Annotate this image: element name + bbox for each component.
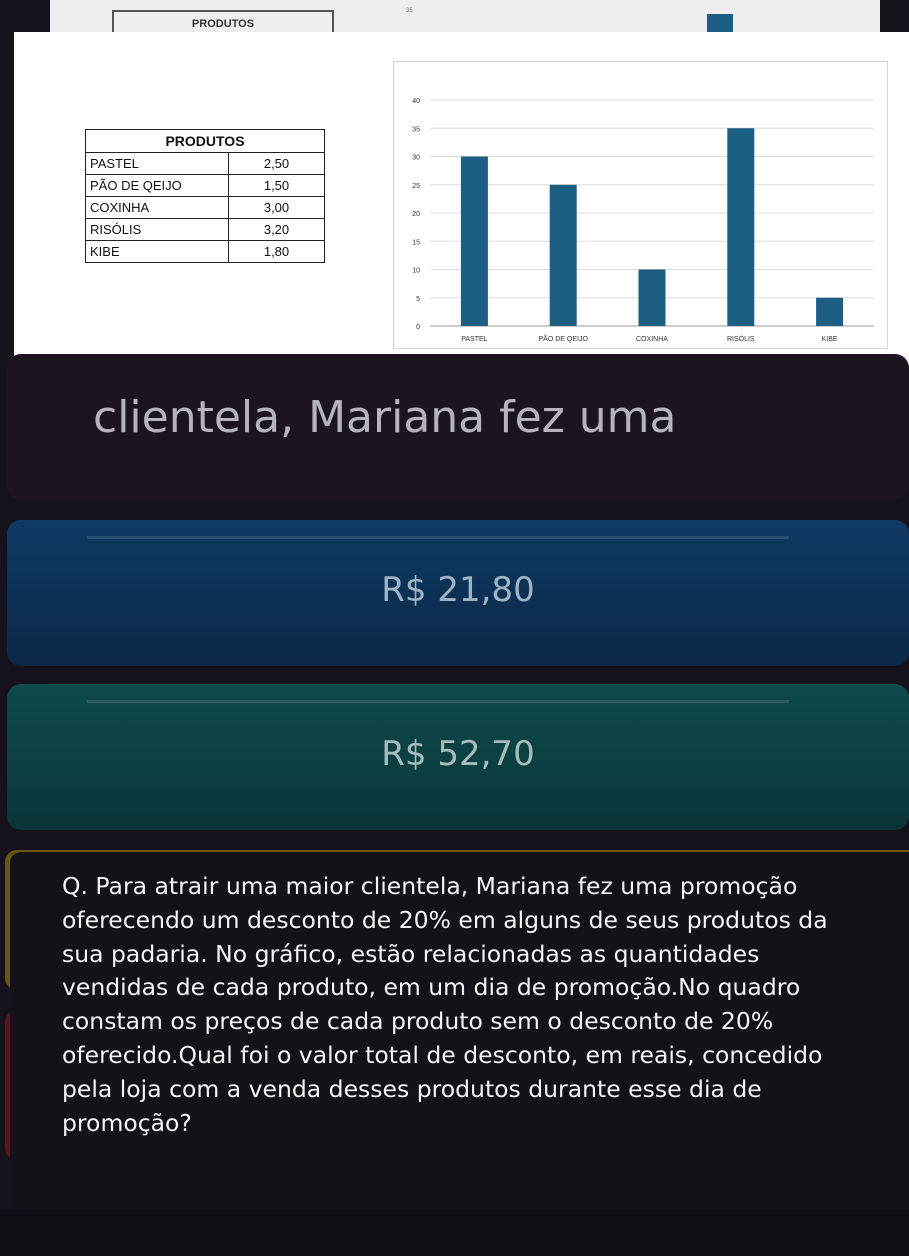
y-tick-label: 25: [412, 182, 420, 190]
x-tick-label: KIBE: [821, 336, 838, 343]
bar-pastel: [461, 157, 488, 327]
table-row: [86, 175, 325, 197]
price-table: [85, 129, 325, 263]
top-strip-bar: [707, 14, 733, 32]
product-price: 3,00: [229, 197, 325, 219]
divider: [87, 536, 789, 539]
product-price: 3,20: [229, 219, 325, 241]
bar-risólis: [727, 128, 754, 326]
product-price: 1,80: [229, 241, 325, 263]
product-name: KIBE: [86, 241, 229, 263]
background-question-text: clientela, Mariana fez uma: [93, 392, 677, 443]
y-tick-label: 10: [412, 267, 420, 275]
top-strip-tick: 35: [406, 8, 413, 14]
chart-svg: [394, 62, 889, 350]
table-row: [86, 197, 325, 219]
product-name: PASTEL: [86, 153, 229, 175]
table-row: [86, 153, 325, 175]
y-tick-label: 40: [412, 98, 420, 105]
product-name: COXINHA: [86, 197, 229, 219]
divider: [87, 700, 789, 703]
answer-label: R$ 52,70: [381, 734, 535, 774]
product-name: PÃO DE QEIJO: [86, 175, 229, 197]
bar-kibe: [816, 298, 843, 326]
table-row: [86, 219, 325, 241]
top-strip-label: PRODUTOS: [112, 10, 334, 32]
bottom-strip: [0, 1210, 909, 1256]
y-tick-label: 15: [412, 239, 420, 247]
y-tick-label: 0: [416, 324, 420, 331]
answer-option-1[interactable]: [7, 520, 909, 666]
question-image: [14, 32, 909, 373]
table-row: [86, 241, 325, 263]
product-price: 1,50: [229, 175, 325, 197]
bar-pão-de-qeijo: [550, 185, 577, 326]
bar-coxinha: [639, 270, 666, 327]
x-tick-label: RISÓLIS: [726, 336, 755, 343]
question-panel: [10, 850, 909, 1210]
x-tick-label: PÃO DE QEIJO: [538, 336, 588, 343]
background-card: [7, 354, 909, 500]
top-image-strip: [50, 0, 880, 32]
y-tick-label: 5: [416, 295, 420, 303]
answer-label: R$ 21,80: [381, 570, 535, 610]
x-tick-label: PASTEL: [461, 336, 488, 343]
price-table-header: PRODUTOS: [86, 130, 325, 153]
product-name: RISÓLIS: [86, 219, 229, 241]
sales-bar-chart: [393, 61, 888, 349]
y-tick-label: 35: [412, 126, 420, 134]
answer-option-2[interactable]: [7, 684, 909, 830]
y-tick-label: 20: [412, 211, 420, 218]
product-price: 2,50: [229, 153, 325, 175]
y-tick-label: 30: [412, 154, 420, 162]
x-tick-label: COXINHA: [636, 336, 668, 343]
question-text: Q. Para atrair uma maior clientela, Mariana fez uma promoção oferecendo um desconto de 20% em alguns de seus produtos da sua padaria. No gráfico, estão relacionadas as quantidades vendidas de cada produto, em um dia de promoção.No quadro constam os preços de cada produto sem o desconto de 20% oferecido.Qual foi o valor total de desconto, em reais, concedido pela loja com a venda desses produtos durante esse dia de promoção?: [62, 872, 828, 1137]
